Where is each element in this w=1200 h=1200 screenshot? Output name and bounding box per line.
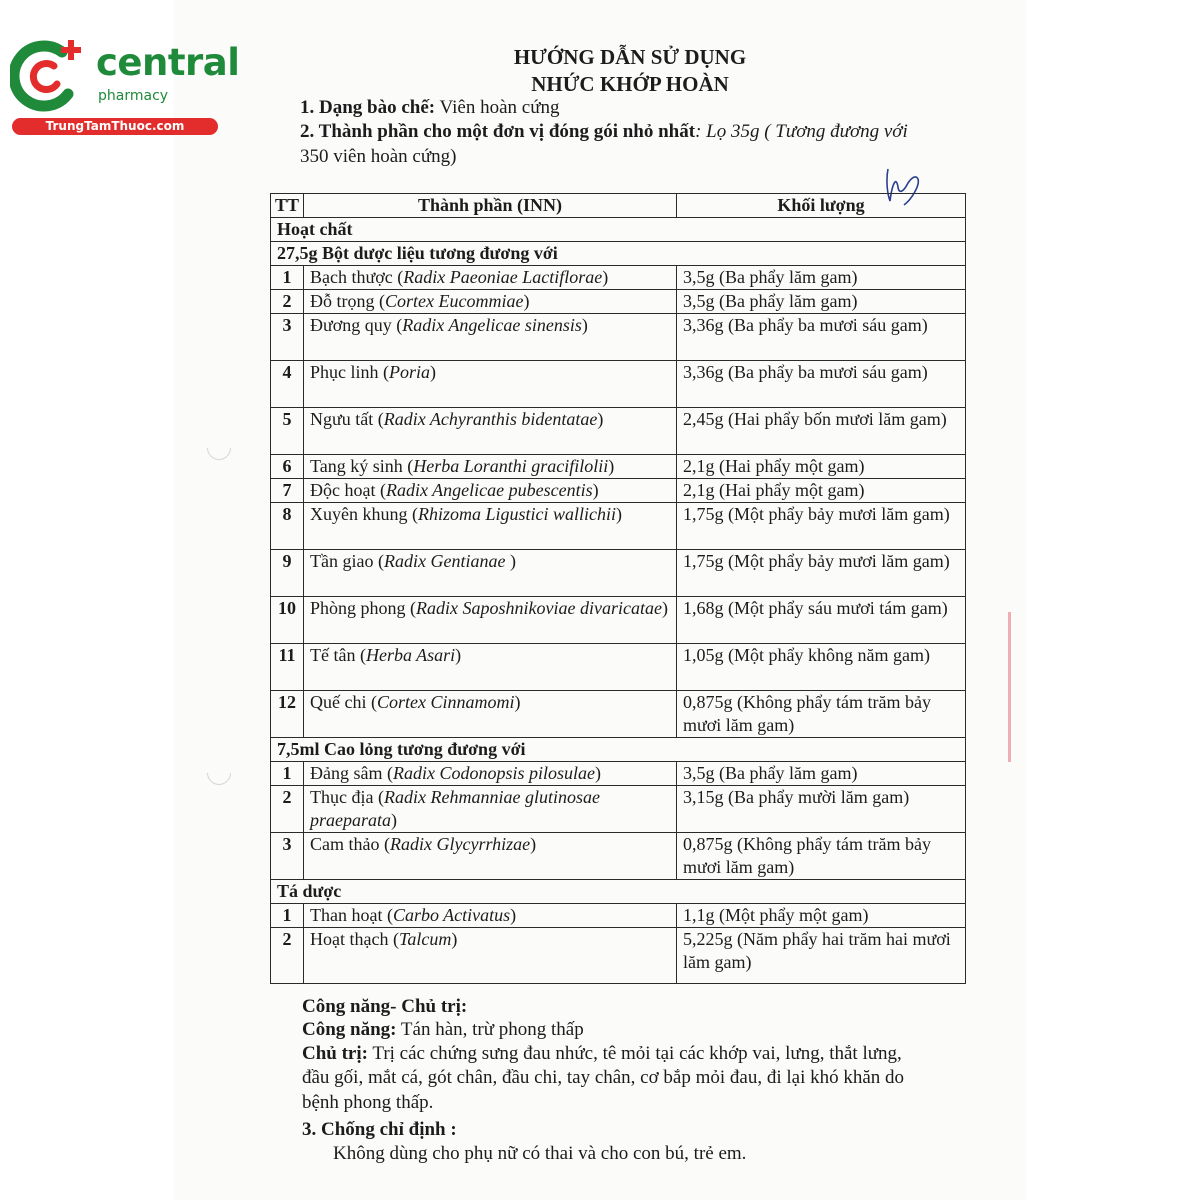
table-row	[271, 503, 966, 550]
mass-cell: 2,1g (Hai phẩy một gam)	[677, 479, 966, 503]
ingredient-cell: Hoạt thạch (Talcum)	[304, 928, 677, 984]
ingredient-latin: Radix Paeoniae Lactiflorae	[403, 267, 603, 287]
ingredient-latin: Radix Angelicae pubescentis	[385, 480, 593, 500]
table-row	[271, 691, 966, 738]
row-number: 5	[271, 408, 304, 455]
row-number: 2	[271, 928, 304, 984]
table-row	[271, 904, 966, 928]
ingredient-latin: Radix Achyranthis bidentatae	[383, 409, 598, 429]
central-pharmacy-logo[interactable]	[10, 38, 240, 138]
table-row	[271, 290, 966, 314]
mass-cell: 1,75g (Một phẩy bảy mươi lăm gam)	[677, 550, 966, 597]
row-number: 3	[271, 833, 304, 880]
ingredient-name: Tang ký sinh	[310, 456, 403, 476]
table-row	[271, 833, 966, 880]
ingredient-cell: Tang ký sinh (Herba Loranthi gracifilolii)	[304, 455, 677, 479]
dosage-form-value: Viên hoàn cứng	[435, 97, 560, 118]
ingredient-cell: Đảng sâm (Radix Codonopsis pilosulae)	[304, 762, 677, 786]
header-mass: Khối lượng	[677, 194, 966, 218]
ingredient-cell: Quế chi (Cortex Cinnamomi)	[304, 691, 677, 738]
mass-cell: 2,1g (Hai phẩy một gam)	[677, 455, 966, 479]
table-row	[271, 479, 966, 503]
ingredient-cell: Tế tân (Herba Asari)	[304, 644, 677, 691]
ingredient-cell: Xuyên khung (Rhizoma Ligustici wallichii)	[304, 503, 677, 550]
indication-text-1: Trị các chứng sưng đau nhức, tê mỏi tại các khớp vai, lưng, thắt lưng,	[367, 1043, 902, 1064]
ingredient-name: Đương quy	[310, 315, 392, 335]
table-row	[271, 786, 966, 833]
ingredient-name: Tế tân	[310, 645, 356, 665]
doc-title-line-2: NHỨC KHỚP HOÀN	[531, 72, 729, 96]
ingredient-name: Tần giao	[310, 551, 374, 571]
ingredient-name: Phục linh	[310, 362, 379, 382]
table-row	[271, 314, 966, 361]
ingredient-latin: Herba Asari	[365, 645, 456, 665]
mass-cell: 5,225g (Năm phẩy hai trăm hai mươi lăm gam)	[677, 928, 966, 984]
logo-brand-text: central	[96, 41, 240, 84]
header-ingredient: Thành phần (INN)	[304, 194, 677, 218]
ingredient-name: Hoạt thạch	[310, 929, 389, 949]
table-row	[271, 455, 966, 479]
ingredient-cell: Bạch thược (Radix Paeoniae Lactiflorae)	[304, 266, 677, 290]
row-number: 2	[271, 786, 304, 833]
indication-line-2: đầu gối, mắt cá, gót chân, đầu chi, tay chân, cơ bắp mỏi đau, đi lại khó khăn do	[302, 1067, 905, 1088]
indication-label: Chủ trị:	[302, 1043, 368, 1064]
ingredient-name: Độc hoạt	[310, 480, 376, 500]
row-number: 6	[271, 455, 304, 479]
group1-title: 27,5g Bột dược liệu tương đương với	[271, 242, 966, 266]
mass-cell: 3,5g (Ba phẩy lăm gam)	[677, 290, 966, 314]
ingredient-latin: Carbo Activatus	[392, 905, 511, 925]
row-number: 3	[271, 314, 304, 361]
mass-cell: 3,5g (Ba phẩy lăm gam)	[677, 266, 966, 290]
row-number: 1	[271, 762, 304, 786]
ingredient-latin: Radix Angelicae sinensis	[402, 315, 582, 335]
function-indication-heading: Công năng- Chủ trị:	[302, 996, 468, 1017]
mass-cell: 3,5g (Ba phẩy lăm gam)	[677, 762, 966, 786]
ingredient-name: Ngưu tất	[310, 409, 374, 429]
ingredient-latin: Cortex Cinnamomi	[376, 692, 515, 712]
mass-cell: 1,75g (Một phẩy bảy mươi lăm gam)	[677, 503, 966, 550]
row-number: 9	[271, 550, 304, 597]
ingredient-cell: Đỗ trọng (Cortex Eucommiae)	[304, 290, 677, 314]
row-number: 10	[271, 597, 304, 644]
row-number: 12	[271, 691, 304, 738]
row-number: 2	[271, 290, 304, 314]
group2-title: 7,5ml Cao lỏng tương đương với	[271, 738, 966, 762]
ingredient-latin: Talcum	[398, 929, 452, 949]
table-row	[271, 266, 966, 290]
mass-cell: 0,875g (Không phẩy tám trăm bảy mươi lăm gam)	[677, 833, 966, 880]
ingredient-name: Xuyên khung	[310, 504, 408, 524]
section-active-title: Hoạt chất	[271, 218, 966, 242]
ingredient-name: Đỗ trọng	[310, 291, 375, 311]
contraindication-text: Không dùng cho phụ nữ có thai và cho con bú, trẻ em.	[333, 1143, 747, 1164]
ingredient-latin: Poria	[389, 362, 431, 382]
table-row	[271, 928, 966, 984]
mass-cell: 2,45g (Hai phẩy bốn mươi lăm gam)	[677, 408, 966, 455]
logo-site-banner: TrungTamThuoc.com	[12, 118, 218, 135]
mass-cell: 3,36g (Ba phẩy ba mươi sáu gam)	[677, 361, 966, 408]
ingredient-latin: Herba Loranthi gracifilolii	[413, 456, 609, 476]
ingredient-latin: Radix Gentianae	[383, 551, 510, 571]
ingredient-latin: Radix Rehmanniae glutinosae praeparata	[310, 787, 600, 830]
section-row	[271, 218, 966, 242]
ingredient-cell: Cam thảo (Radix Glycyrrhizae)	[304, 833, 677, 880]
composition-line-2: 350 viên hoàn cứng)	[300, 146, 457, 167]
ingredient-latin: Cortex Eucommiae	[385, 291, 524, 311]
mass-cell: 1,68g (Một phẩy sáu mươi tám gam)	[677, 597, 966, 644]
ingredient-latin: Rhizoma Ligustici wallichii	[418, 504, 617, 524]
group-row	[271, 738, 966, 762]
ingredient-name: Cam thảo	[310, 834, 384, 854]
row-number: 11	[271, 644, 304, 691]
row-number: 1	[271, 904, 304, 928]
mass-cell: 3,15g (Ba phẩy mười lăm gam)	[677, 786, 966, 833]
ingredient-cell: Độc hoạt (Radix Angelicae pubescentis)	[304, 479, 677, 503]
row-number: 7	[271, 479, 304, 503]
ingredient-latin: Radix Codonopsis pilosulae	[392, 763, 595, 783]
ingredient-name: Đảng sâm	[310, 763, 383, 783]
section-excipient-title: Tá dược	[271, 880, 966, 904]
function-value: Tán hàn, trừ phong thấp	[396, 1019, 584, 1040]
mass-cell: 3,36g (Ba phẩy ba mươi sáu gam)	[677, 314, 966, 361]
row-number: 4	[271, 361, 304, 408]
dosage-form-label: 1. Dạng bào chế:	[300, 97, 436, 118]
group-row	[271, 242, 966, 266]
ingredient-name: Quế chi	[310, 692, 367, 712]
ingredient-name: Thục địa	[310, 787, 374, 807]
ingredient-cell: Phòng phong (Radix Saposhnikoviae divaricatae)	[304, 597, 677, 644]
logo-sub-text: pharmacy	[98, 88, 169, 104]
dosage-form-line	[300, 96, 560, 120]
table-row	[271, 762, 966, 786]
doc-title-line-1: HƯỚNG DẪN SỬ DỤNG	[513, 45, 747, 69]
mass-cell: 0,875g (Không phẩy tám trăm bảy mươi lăm gam)	[677, 691, 966, 738]
row-number: 8	[271, 503, 304, 550]
ingredient-latin: Radix Saposhnikoviae divaricatae	[416, 598, 662, 618]
table-row	[271, 408, 966, 455]
ingredient-name: Bạch thược	[310, 267, 393, 287]
ingredient-cell: Đương quy (Radix Angelicae sinensis)	[304, 314, 677, 361]
table-header-row	[271, 194, 966, 218]
ingredient-table	[270, 193, 966, 984]
table-row	[271, 361, 966, 408]
stamp-mark	[1008, 612, 1027, 762]
ingredient-name: Than hoạt	[310, 905, 383, 925]
ingredient-name: Phòng phong	[310, 598, 406, 618]
ingredient-cell: Tần giao (Radix Gentianae )	[304, 550, 677, 597]
header-tt: TT	[271, 194, 304, 218]
composition-label: 2. Thành phần cho một đơn vị đóng gói nhỏ nhất	[300, 121, 696, 142]
contraindication-heading: 3. Chống chỉ định :	[302, 1119, 457, 1140]
table-row	[271, 550, 966, 597]
ingredient-cell: Ngưu tất (Radix Achyranthis bidentatae)	[304, 408, 677, 455]
indication-line-1	[302, 1042, 902, 1066]
ingredient-latin: Radix Glycyrrhizae	[390, 834, 531, 854]
logo-c-mark-icon	[10, 38, 92, 116]
section-row	[271, 880, 966, 904]
composition-line	[300, 120, 908, 144]
ingredient-cell: Thục địa (Radix Rehmanniae glutinosae praeparata)	[304, 786, 677, 833]
function-label: Công năng:	[302, 1019, 397, 1040]
function-line	[302, 1018, 584, 1042]
ingredient-cell: Than hoạt (Carbo Activatus)	[304, 904, 677, 928]
ingredient-cell: Phục linh (Poria)	[304, 361, 677, 408]
mass-cell: 1,05g (Một phẩy không năm gam)	[677, 644, 966, 691]
row-number: 1	[271, 266, 304, 290]
table-row	[271, 597, 966, 644]
indication-line-3: bệnh phong thấp.	[302, 1092, 434, 1113]
table-row	[271, 644, 966, 691]
mass-cell: 1,1g (Một phẩy một gam)	[677, 904, 966, 928]
composition-value-1: : Lọ 35g ( Tương đương với	[695, 121, 908, 142]
